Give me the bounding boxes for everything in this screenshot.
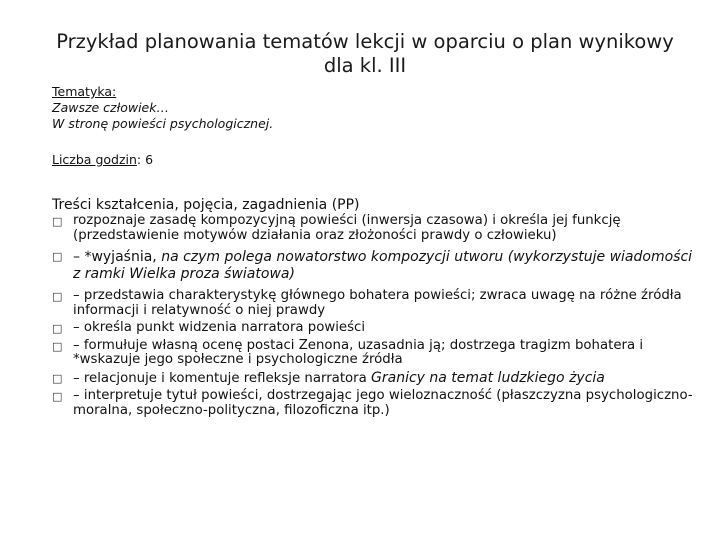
checkbox-square-icon: □ — [52, 215, 63, 228]
list-item-text: rozpoznaje zasadę kompozycyjną powieści (inwersja czasowa) i określa jej funkcję (przedstawienie motywów działania oraz złożoności prawdy o człowieku) — [73, 213, 621, 243]
slide-title — [40, 30, 690, 78]
list-item-italic: Granicy na temat ludzkiego życia — [371, 369, 605, 386]
list-item — [52, 289, 702, 318]
list-item — [52, 389, 702, 418]
list-item — [52, 214, 702, 243]
checkbox-square-icon: □ — [52, 339, 63, 353]
list-item-text: – relacjonuje i komentuje refleksje narratora — [73, 370, 372, 386]
tematyka-line-2: W stronę powieści psychologicznej. — [52, 116, 274, 131]
list-item-text: – przedstawia charakterystykę głównego bohatera powieści; zwraca uwagę na różne źródła informacji i relatywność o niej prawdy — [73, 288, 682, 318]
hours-value: 6 — [145, 152, 154, 167]
checkbox-square-icon: □ — [52, 290, 63, 303]
hours-separator: : — [136, 152, 146, 167]
hours-label: Liczba godzin — [52, 152, 137, 167]
content-list — [52, 214, 702, 418]
hours-line — [52, 152, 153, 168]
checkbox-square-icon: □ — [52, 250, 63, 263]
list-item — [52, 249, 702, 283]
list-item-text: – interpretuje tytuł powieści, dostrzegając jego wieloznaczność (płaszczyzna psychologiczno-moralna, społeczno-polityczna, filozoficzna itp.) — [73, 388, 693, 418]
tematyka-label: Tematyka: — [52, 84, 117, 99]
list-item — [52, 371, 702, 387]
tematyka-block — [52, 84, 273, 132]
list-item-text: – formułuje własną ocenę postaci Zenona, uzasadnia ją; dostrzega tragizm bohatera i *wskazuje jego społeczne i psychologiczne źródła — [73, 337, 644, 367]
tematyka-line-1: Zawsze człowiek… — [52, 100, 169, 115]
content-heading: Treści kształcenia, pojęcia, zagadnienia (PP) — [52, 197, 360, 213]
list-item-text: – *wyjaśnia, — [73, 249, 162, 265]
list-item-text: – określa punkt widzenia narratora powieści — [73, 320, 366, 335]
checkbox-square-icon: □ — [52, 371, 63, 385]
title-line-2: dla kl. III — [323, 54, 407, 77]
title-line-1: Przykład planowania tematów lekcji w oparciu o plan wynikowy — [56, 30, 674, 53]
list-item-italic: na czym polega nowatorstwo kompozycji utworu (wykorzystuje wiadomości z ramki Wielka proza światowa) — [73, 249, 693, 282]
checkbox-square-icon: □ — [52, 322, 63, 335]
checkbox-square-icon: □ — [52, 390, 63, 403]
list-item — [52, 321, 702, 336]
list-item — [52, 339, 702, 368]
